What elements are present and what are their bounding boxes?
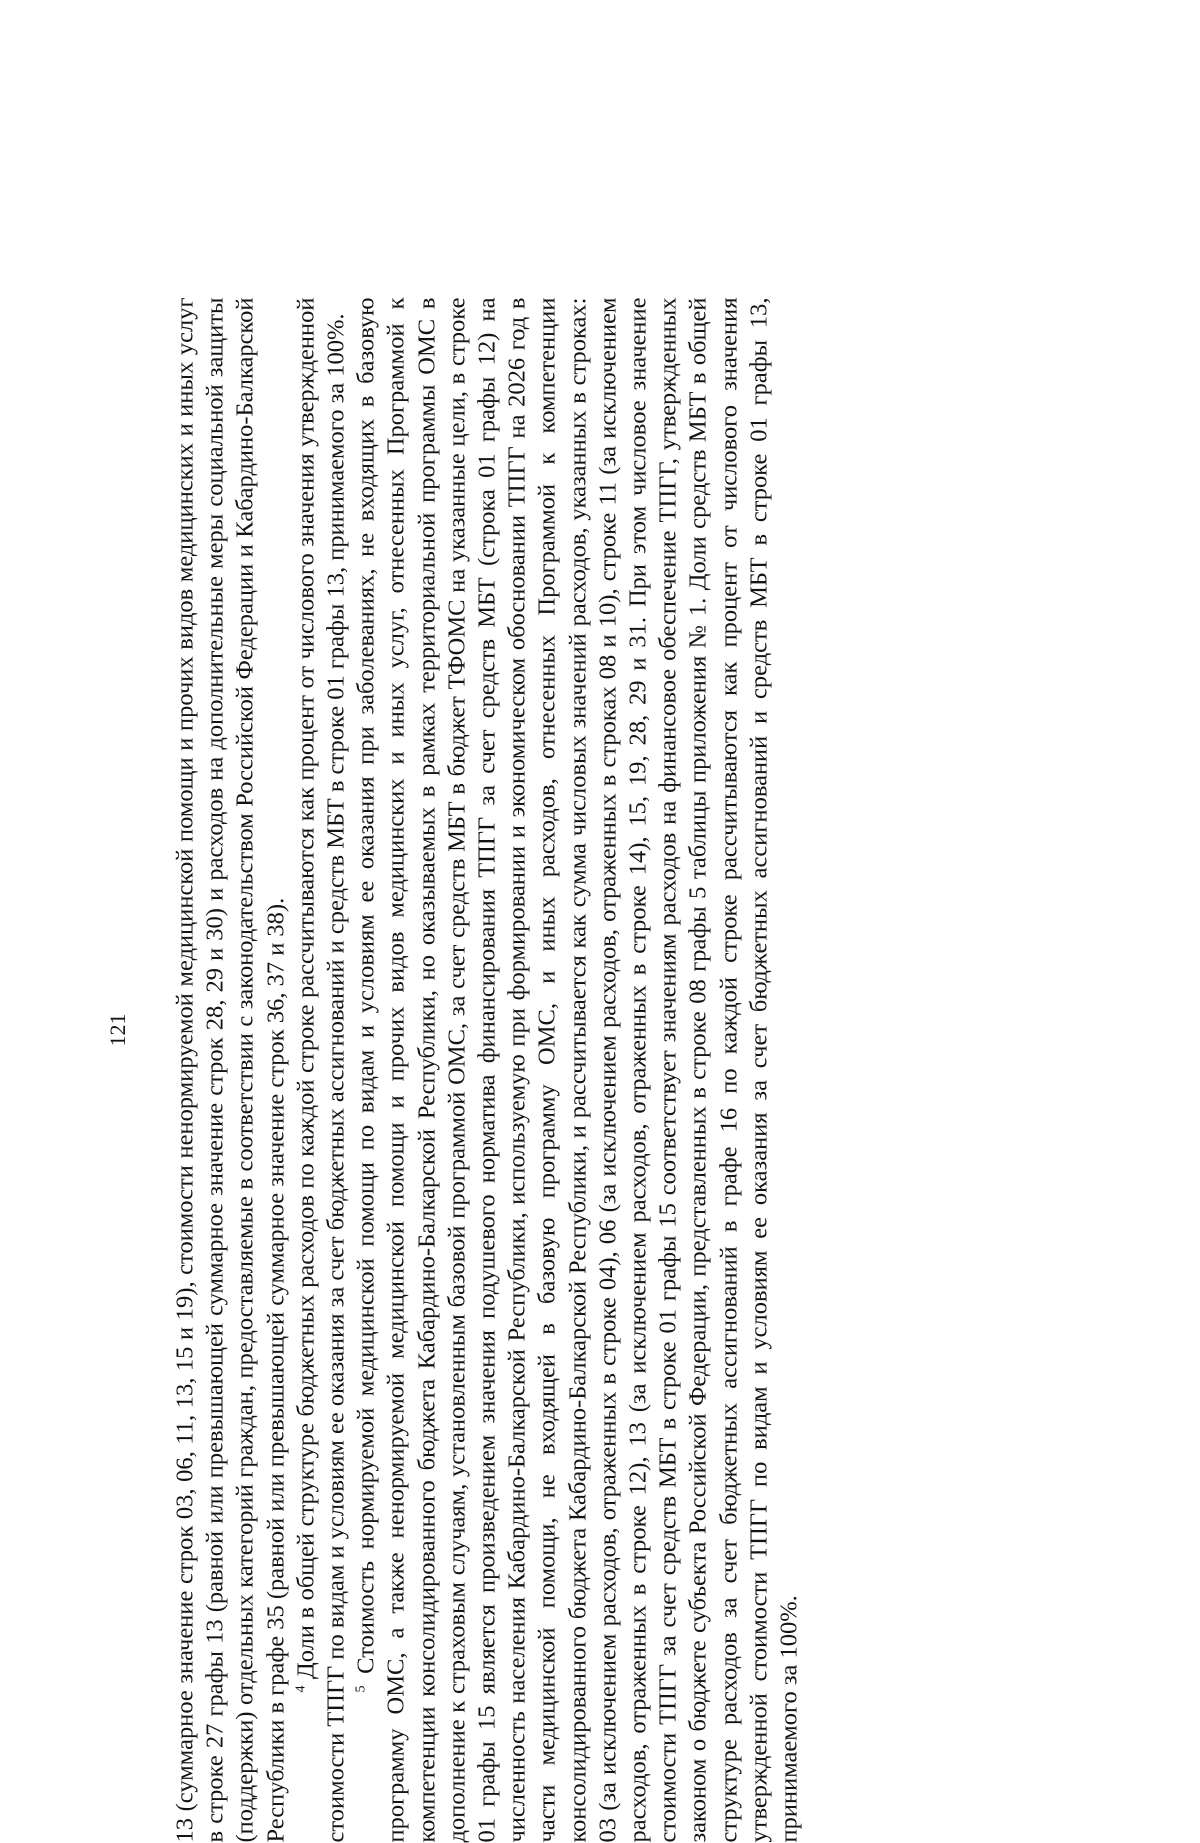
- footnote-text: Доли в общей структуре бюджетных расходов по каждой строке рассчитываются как процент от числового значения утвержденной стоимости ТПГГ по видам и условиям ее оказания за счет бюджетных ассигнований и средств МБТ в строке 01 графы 13, принимаемого за 100%.: [292, 297, 350, 1843]
- page-number: 121: [105, 1013, 130, 1047]
- footnote-4: [291, 298, 351, 1843]
- document-body: [171, 298, 1031, 1843]
- footnote-5: [352, 298, 805, 1843]
- footnote-marker: 5: [353, 1685, 369, 1693]
- paragraph-continuation: [171, 298, 292, 1843]
- footnote-text: Стоимость нормируемой медицинской помощи по видам и условиям ее оказания при заболеваниях, не входящих в базовую программу ОМС, а также ненормируемой медицинской помощи и прочих видов медицинских и иных услуг, отнесенных Программой к компетенции консолидированного бюджета Кабардино-Балкарской Республики, но оказываемых в рамках территориальной программы ОМС в дополнение к страховым случаям, установленным базовой программой ОМС, за счет средств МБТ в бюджет ТФОМС на указанные цели, в строке 01 графы 15 является произведением значения подушевого норматива финансирования ТПГГ за счет средств МБТ (строка 01 графы 12) на численность населения Кабардино-Балкарской Республики, используемую при формировании и экономическом обосновании ТПГГ на 2026 год в части медицинской помощи, не входящей в базовую программу ОМС, и иных расходов, отнесенных Программой к компетенции консолидированного бюджета Кабардино-Балкарской Республики, и рассчитывается как сумма числовых значений расходов, указанных в строках: 03 (за исключением расходов, отраженных в строке 04), 06 (за исключением расходов, отраженных в строках 08 и 10), строке 11 (за исключением расходов, отраженных в строке 12), 13 (за исключением расходов, отраженных в строке 14), 15, 19, 28, 29 и 31. При этом числовое значение стоимости ТПГГ за счет средств МБТ в строке 01 графы 15 соответствует значениям расходов на финансовое обеспечение ТПГГ, утвержденных законом о бюджете субъекта Российской Федерации, представленных в строке 08 графы 5 таблицы приложения № 1. Доли средств МБТ в общей структуре расходов за счет бюджетных ассигнований в графе 16 по каждой строке рассчитываются как процент от числового значения утвержденной стоимости ТПГГ по видам и условиям ее оказания за счет бюджетных ассигнований и средств МБТ в строке 01 графы 13, принимаемого за 100%.: [352, 297, 803, 1843]
- footnote-marker: 4: [293, 1685, 309, 1693]
- paragraph-text: 13 (суммарное значение строк 03, 06, 11, 13, 15 и 19), стоимости ненормируемой медицинской помощи и прочих видов медицинских и иных услуг в строке 27 графы 13 (равной или превышающей суммарное значение строк 28, 29 и 30) и расходов на дополнительные меры социальной защиты (поддержки) отдельных категорий граждан, предоставляемые в соответствии с законодательством Российской Федерации и Кабардино-Балкарской Республики в графе 35 (равной или превышающей суммарное значение строк 36, 37 и 38).: [171, 297, 290, 1843]
